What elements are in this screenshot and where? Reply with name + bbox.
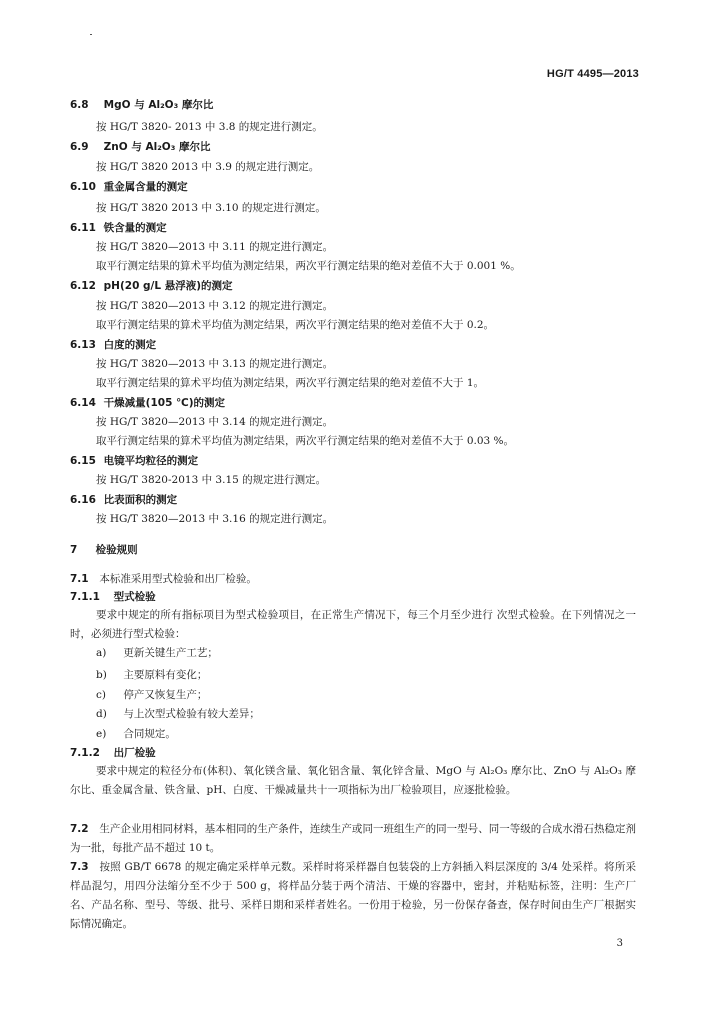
section-body: 按 HG/T 3820—2013 中 3.16 的规定进行测定。: [96, 513, 334, 525]
section-body: 按 HG/T 3820—2013 中 3.11 的规定进行测定。: [96, 241, 334, 253]
clause-text: 本标准采用型式检验和出厂检验。: [99, 573, 257, 585]
section-body: 按 HG/T 3820—2013 中 3.14 的规定进行测定。: [96, 416, 334, 428]
list-text: 停产又恢复生产；: [123, 689, 208, 701]
list-marker: b): [96, 669, 107, 681]
section-number: 6.15: [70, 455, 96, 467]
list-marker: c): [96, 689, 106, 701]
section-number: 6.12: [70, 280, 96, 292]
list-item: [96, 668, 207, 682]
list-text: 更新关键生产工艺；: [123, 647, 218, 659]
list-item: [96, 707, 260, 721]
list-item: [96, 646, 218, 660]
section-title: 比表面积的测定: [103, 494, 178, 506]
section-heading-6-16: [70, 493, 177, 507]
section-title: pH(20 g/L 悬浮液)的测定: [103, 280, 233, 292]
section-body: 按 HG/T 3820—2013 中 3.12 的规定进行测定。: [96, 300, 334, 312]
section-title: 电镜平均粒径的测定: [103, 455, 199, 467]
clause-title: 出厂检验: [113, 747, 156, 759]
section-number: 6.14: [70, 397, 96, 409]
section-title: 重金属含量的测定: [103, 181, 188, 193]
section-title: MgO 与 Al₂O₃ 摩尔比: [103, 99, 214, 111]
section-heading-6-14: [70, 396, 225, 410]
section-title: 铁含量的测定: [103, 222, 167, 234]
clause-7-1: [70, 572, 257, 586]
list-text: 与上次型式检验有较大差异；: [123, 708, 260, 720]
section-heading-6-11: [70, 221, 167, 235]
section-number: 6.9: [70, 141, 89, 153]
section-body: 取平行测定结果的算术平均值为测定结果，两次平行测定结果的绝对差值不大于 1。: [96, 377, 485, 389]
list-item: [96, 727, 176, 741]
list-marker: d): [96, 708, 107, 720]
section-number: 6.11: [70, 222, 96, 234]
clause-heading-7-1-1: [70, 590, 156, 604]
section-body: 取平行测定结果的算术平均值为测定结果，两次平行测定结果的绝对差值不大于 0.001 %。: [96, 260, 521, 272]
clause-text: 生产企业用相同材料，基本相同的生产条件，连续生产或同一班组生产的同一型号、同一等级的合成水滑石热稳定剂为一批，每批产品不超过 10 t。: [70, 823, 637, 854]
section-title: ZnO 与 Al₂O₃ 摩尔比: [103, 141, 211, 153]
standard-code: HG/T 4495—2013: [546, 68, 639, 80]
section-title: 干燥减量(105 ℃)的测定: [103, 397, 226, 409]
chapter-title: 检验规则: [95, 544, 138, 556]
clause-title: 型式检验: [113, 591, 156, 603]
clause-heading-7-1-2: [70, 746, 156, 760]
paragraph-factory-inspection: 要求中规定的粒径分布(体积)、氧化镁含量、氧化铝含量、氧化锌含量、MgO 与 Al₂O₃ 摩尔比、ZnO 与 Al₂O₃ 摩尔比、重金属含量、铁含量、pH、白度、干燥减量共十一项指标为出厂检验项目，应逐批检验。: [70, 765, 636, 796]
clause-number: 7.2: [70, 823, 89, 835]
section-number: 6.16: [70, 494, 96, 506]
section-heading-6-12: [70, 279, 233, 293]
clause-number: 7.1: [70, 573, 89, 585]
list-item: [96, 688, 207, 702]
section-heading-6-15: [70, 454, 198, 468]
page-number: 3: [616, 938, 623, 949]
section-body: 取平行测定结果的算术平均值为测定结果，两次平行测定结果的绝对差值不大于 0.2。: [96, 319, 495, 331]
clause-7-2: [70, 820, 636, 858]
section-number: 6.8: [70, 99, 89, 111]
section-heading-6-13: [70, 338, 156, 352]
section-number: 6.13: [70, 339, 96, 351]
clause-number: 7.1.2: [70, 747, 100, 759]
clause-text: 按照 GB/T 6678 的规定确定采样单元数。采样时将采样器自包装袋的上方斜插入料层深度的 3/4 处采样。将所采样品混匀，用四分法缩分至不少于 500 g，将样品分装于两个清洁、干燥的容器中，密封，并粘贴标签，注明：生产厂名、产品名称、型号、等级、批号、采样日期和采样者姓名。一份用于检验，另一份保存备查，保存时间由生产厂根据实际情况确定。: [70, 861, 637, 930]
section-number: 6.10: [70, 181, 96, 193]
list-text: 合同规定。: [123, 728, 176, 740]
list-marker: e): [96, 728, 107, 740]
section-body: 按 HG/T 3820 2013 中 3.10 的规定进行测定。: [96, 202, 326, 214]
section-title: 白度的测定: [103, 339, 157, 351]
scan-speck: [90, 34, 92, 35]
section-heading-6-10: [70, 180, 188, 194]
section-body: 取平行测定结果的算术平均值为测定结果，两次平行测定结果的绝对差值不大于 0.03 %。: [96, 435, 515, 447]
clause-number: 7.1.1: [70, 591, 100, 603]
chapter-heading-7: [70, 543, 138, 557]
clause-7-3: [70, 858, 636, 934]
section-heading-6-8: [70, 98, 213, 112]
list-marker: a): [96, 647, 107, 659]
chapter-number: 7: [70, 544, 78, 556]
paragraph-type-inspection: 要求中规定的所有指标项目为型式检验项目，在正常生产情况下，每三个月至少进行 次型式检验。在下列情况之一时，必须进行型式检验：: [70, 609, 636, 640]
section-body: 按 HG/T 3820 2013 中 3.9 的规定进行测定。: [96, 161, 320, 173]
section-body: 按 HG/T 3820- 2013 中 3.8 的规定进行测定。: [96, 121, 323, 133]
section-body: 按 HG/T 3820—2013 中 3.13 的规定进行测定。: [96, 358, 334, 370]
clause-number: 7.3: [70, 861, 89, 873]
section-body: 按 HG/T 3820-2013 中 3.15 的规定进行测定。: [96, 474, 327, 486]
section-heading-6-9: [70, 140, 211, 154]
list-text: 主要原料有变化；: [123, 669, 208, 681]
